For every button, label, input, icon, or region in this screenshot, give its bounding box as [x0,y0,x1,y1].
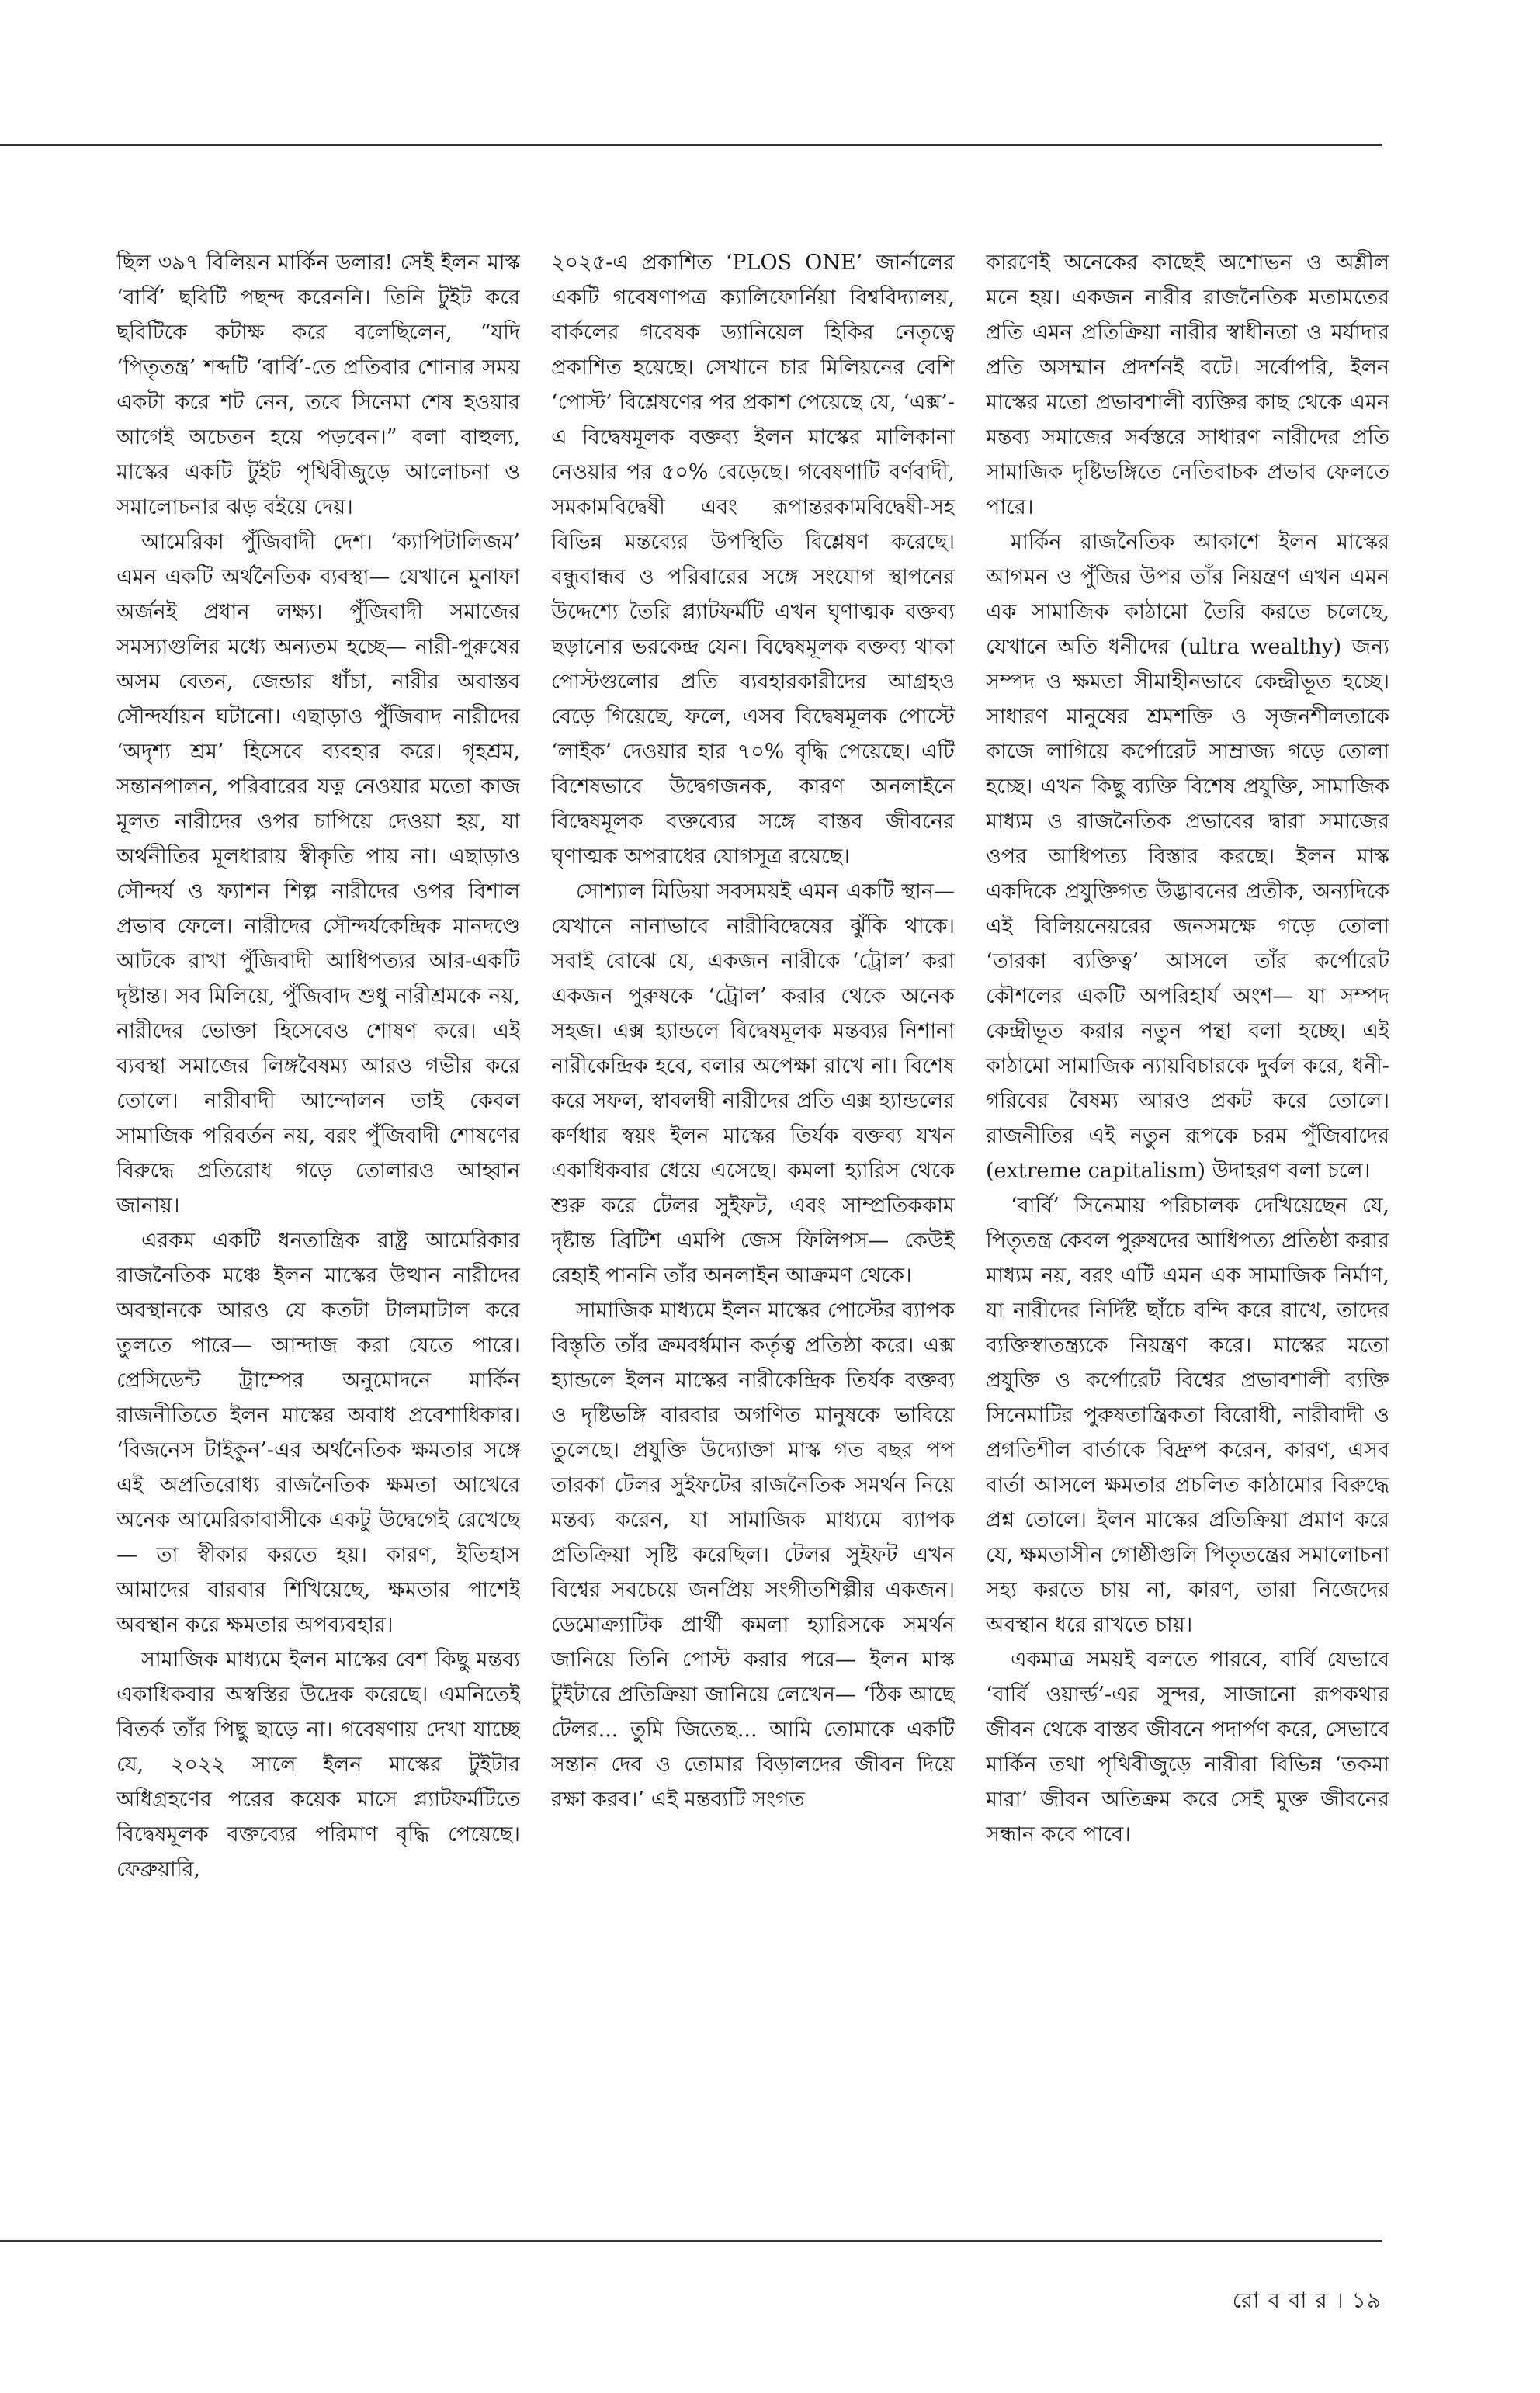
paragraph: একমাত্র সময়ই বলতে পারবে, বার্বি যেভাবে ‘বার্বি ওয়ার্ল্ড’-এর সুন্দর, সাজানো রূপকথার জীবন থেকে বাস্তব জীবনে পদার্পণ করে, সেভাবে মার্কিন তথা পৃথিবীজুড়ে নারীরা বিভিন্ন ‘তকমা মারা’ জীবন অতিক্রম করে সেই মুক্ত জীবনের সন্ধান কবে পাবে। [986,1648,1389,1847]
paragraph: আমেরিকা পুঁজিবাদী দেশ। ‘ক্যাপিটালিজম’ এমন একটি অর্থনৈতিক ব্যবস্থা— যেখানে মুনাফা অর্জনই প্রধান লক্ষ্য। পুঁজিবাদী সমাজের সমস্যাগুলির মধ্যে অন্যতম হচ্ছে— নারী-পুরুষের অসম বেতন, জেন্ডার ধাঁচা, নারীর অবাস্তব সৌন্দর্যায়ন ঘটানো। এছাড়াও পুঁজিবাদ নারীদের ‘অদৃশ্য শ্রম’ হিসেবে ব্যবহার করে। গৃহশ্রম, সন্তানপালন, পরিবারের যত্ন নেওয়ার মতো কাজ মূলত নারীদের ওপর চাপিয়ে দেওয়া হয়, যা অর্থনীতির মূলধারায় স্বীকৃতি পায় না। এছাড়াও সৌন্দর্য ও ফ্যাশন শিল্প নারীদের ওপর বিশাল প্রভাব ফেলে। নারীদের সৌন্দর্যকেন্দ্রিক মানদণ্ডে আটকে রাখা পুঁজিবাদী আধিপত্যর আর-একটি দৃষ্টান্ত। সব মিলিয়ে, পুঁজিবাদ শুধু নারীশ্রমকে নয়, নারীদের ভোক্তা হিসেবেও শোষণ করে। এই ব্যবস্থা সমাজের লিঙ্গবৈষম্য আরও গভীর করে তোলে। নারীবাদী আন্দোলন তাই কেবল সামাজিক পরিবর্তন নয়, বরং পুঁজিবাদী শোষণের বিরুদ্ধে প্রতিরোধ গড়ে তোলারও আহ্বান জানায়। [116,530,520,1218]
paragraph: সামাজিক মাধ্যমে ইলন মাস্কের পোস্টের ব্যাপক বিস্তৃতি তাঁর ক্রমবর্ধমান কর্তৃত্ব প্রতিষ্ঠা করে। এক্স হ্যান্ডলে ইলন মাস্কের নারীকেন্দ্রিক তির্যক বক্তব্য ও দৃষ্টিভঙ্গি বারবার অগণিত মানুষকে ভাবিয়ে তুলেছে। প্রযুক্তি উদ্যোক্তা মাস্ক গত বছর পপ তারকা টেলর সুইফটের রাজনৈতিক সমর্থন নিয়ে মন্তব্য করেন, যা সামাজিক মাধ্যমে ব্যাপক প্রতিক্রিয়া সৃষ্টি করেছিল। টেলর সুইফট এখন বিশ্বের সবচেয়ে জনপ্রিয় সংগীতশিল্পীর একজন। ডেমোক্র্যাটিক প্রার্থী কমলা হ্যারিসকে সমর্থন জানিয়ে তিনি পোস্ট করার পরে— ইলন মাস্ক টুইটারে প্রতিক্রিয়া জানিয়ে লেখেন— ‘ঠিক আছে টেলর... তুমি জিতেছ... আমি তোমাকে একটি সন্তান দেব ও তোমার বিড়ালদের জীবন দিয়ে রক্ষা করব।’ এই মন্তব্যটি সংগত [551,1299,955,1812]
paragraph: সোশ্যাল মিডিয়া সবসময়ই এমন একটি স্থান— যেখানে নানাভাবে নারীবিদ্বেষের ঝুঁকি থাকে। সবাই বোঝে যে, একজন নারীকে ‘ট্রোল’ করা একজন পুরুষকে ‘ট্রোল’ করার থেকে অনেক সহজ। এক্স হ্যান্ডলে বিদ্বেষমূলক মন্তব্যর নিশানা নারীকেন্দ্রিক হবে, বলার অপেক্ষা রাখে না। বিশেষ করে সফল, স্বাবলম্বী নারীদের প্রতি এক্স হ্যান্ডলের কর্ণধার স্বয়ং ইলন মাস্কের তির্যক বক্তব্য যখন একাধিকবার ধেয়ে এসেছে। কমলা হ্যারিস থেকে শুরু করে টেলর সুইফট, এবং সাম্প্রতিককাম দৃষ্টান্ত ব্রিটিশ এমপি জেস ফিলিপস— কেউই রেহাই পাননি তাঁর অনলাইন আক্রমণ থেকে। [551,879,955,1288]
column-2 [551,245,955,2209]
paragraph: এরকম একটি ধনতান্ত্রিক রাষ্ট্র আমেরিকার রাজনৈতিক মঞ্চে ইলন মাস্কের উত্থান নারীদের অবস্থানকে আরও যে কতটা টালমাটাল করে তুলতে পারে— আন্দাজ করা যেতে পারে। প্রেসিডেন্ট ট্রাম্পের অনুমোদনে মার্কিন রাজনীতিতে ইলন মাস্কের অবাধ প্রবেশাধিকার। ‘বিজনেস টাইকুন’-এর অর্থনৈতিক ক্ষমতার সঙ্গে এই অপ্রতিরোধ্য রাজনৈতিক ক্ষমতা আখেরে অনেক আমেরিকাবাসীকে একটু উদ্বেগেই রেখেছে— তা স্বীকার করতে হয়। কারণ, ইতিহাস আমাদের বারবার শিখিয়েছে, ক্ষমতার পাশেই অবস্থান করে ক্ষমতার অপব্যবহার। [116,1229,520,1637]
paragraph: ছিল ৩৯৭ বিলিয়ন মার্কিন ডলার! সেই ইলন মাস্ক ‘বার্বি’ ছবিটি পছন্দ করেননি। তিনি টুইট করে ছবিটিকে কটাক্ষ করে বলেছিলেন, “যদি ‘পিতৃতন্ত্র’ শব্দটি ‘বার্বি’-তে প্রতিবার শোনার সময় একটা করে শট নেন, তবে সিনেমা শেষ হওয়ার আগেই অচেতন হয়ে পড়বেন।” বলা বাহুল্য, মাস্কের একটি টুইট পৃথিবীজুড়ে আলোচনা ও সমালোচনার ঝড় বইয়ে দেয়। [116,251,520,519]
paragraph: ‘বার্বি’ সিনেমায় পরিচালক দেখিয়েছেন যে, পিতৃতন্ত্র কেবল পুরুষদের আধিপত্য প্রতিষ্ঠা করার মাধ্যম নয়, বরং এটি এমন এক সামাজিক নির্মাণ, যা নারীদের নির্দিষ্ট ছাঁচে বন্দি করে রাখে, তাদের ব্যক্তিস্বাতন্ত্র্যকে নিয়ন্ত্রণ করে। মাস্কের মতো প্রযুক্তি ও কর্পোরেট বিশ্বের প্রভাবশালী ব্যক্তি সিনেমাটির পুরুষতান্ত্রিকতা বিরোধী, নারীবাদী ও প্রগতিশীল বার্তাকে বিদ্রুপ করেন, কারণ, এসব বার্তা আসলে ক্ষমতার প্রচলিত কাঠামোর বিরুদ্ধে প্রশ্ন তোলে। ইলন মাস্কের প্রতিক্রিয়া প্রমাণ করে যে, ক্ষমতাসীন গোষ্ঠীগুলি পিতৃতন্ত্রের সমালোচনা সহ্য করতে চায় না, কারণ, তারা নিজেদের অবস্থান ধরে রাখতে চায়। [986,1194,1389,1637]
paragraph: সামাজিক মাধ্যমে ইলন মাস্কের বেশ কিছু মন্তব্য একাধিকবার অস্বস্তির উদ্রেক করেছে। এমনিতেই বিতর্ক তাঁর পিছু ছাড়ে না। গবেষণায় দেখা যাচ্ছে যে, ২০২২ সালে ইলন মাস্কের টুইটার অধিগ্রহণের পরের কয়েক মাসে প্ল্যাটফর্মটিতে বিদ্বেষমূলক বক্তব্যের পরিমাণ বৃদ্ধি পেয়েছে। ফেব্রুয়ারি, [116,1648,520,1881]
paragraph: ২০২৫-এ প্রকাশিত ‘PLOS ONE’ জার্নালের একটি গবেষণাপত্র ক্যালিফোর্নিয়া বিশ্ববিদ্যালয়, বার্কলের গবেষক ড্যানিয়েল হিকির নেতৃত্বে প্রকাশিত হয়েছে। সেখানে চার মিলিয়নের বেশি ‘পোস্ট’ বিশ্লেষণের পর প্রকাশ পেয়েছে যে, ‘এক্স’-এ বিদ্বেষমূলক বক্তব্য ইলন মাস্কের মালিকানা নেওয়ার পর ৫০% বেড়েছে। গবেষণাটি বর্ণবাদী, সমকামবিদ্বেষী এবং রূপান্তরকামবিদ্বেষী-সহ বিভিন্ন মন্তব্যের উপস্থিতি বিশ্লেষণ করেছে। বন্ধুবান্ধব ও পরিবারের সঙ্গে সংযোগ স্থাপনের উদ্দেশ্যে তৈরি প্ল্যাটফর্মটি এখন ঘৃণাত্মক বক্তব্য ছড়ানোর ভরকেন্দ্র যেন। বিদ্বেষমূলক বক্তব্য থাকা পোস্টগুলোর প্রতি ব্যবহারকারীদের আগ্রহও বেড়ে গিয়েছে, ফলে, এসব বিদ্বেষমূলক পোস্টে ‘লাইক’ দেওয়ার হার ৭০% বৃদ্ধি পেয়েছে। এটি বিশেষভাবে উদ্বেগজনক, কারণ অনলাইনে বিদ্বেষমূলক বক্তব্যের সঙ্গে বাস্তব জীবনের ঘৃণাত্মক অপরাধের যোগসূত্র রয়েছে। [551,251,955,869]
column-1 [116,245,520,2209]
column-3 [986,245,1389,2209]
bottom-rule [0,2240,1382,2242]
page-footer: রো ব বা র । ১৯ [1232,2287,1382,2313]
top-rule [0,144,1382,146]
paragraph: কারণেই অনেকের কাছেই অশোভন ও অশ্লীল মনে হয়। একজন নারীর রাজনৈতিক মতামতের প্রতি এমন প্রতিক্রিয়া নারীর স্বাধীনতা ও মর্যাদার প্রতি অসম্মান প্রদর্শনই বটে। সর্বোপরি, ইলন মাস্কের মতো প্রভাবশালী ব্যক্তির কাছ থেকে এমন মন্তব্য সমাজের সর্বস্তরে সাধারণ নারীদের প্রতি সামাজিক দৃষ্টিভঙ্গিতে নেতিবাচক প্রভাব ফেলতে পারে। [986,251,1389,519]
article-body [116,245,1389,2209]
paragraph: মার্কিন রাজনৈতিক আকাশে ইলন মাস্কের আগমন ও পুঁজির উপর তাঁর নিয়ন্ত্রণ এখন এমন এক সামাজিক কাঠামো তৈরি করতে চলেছে, যেখানে অতি ধনীদের (ultra wealthy) জন্য সম্পদ ও ক্ষমতা সীমাহীনভাবে কেন্দ্রীভূত হচ্ছে। সাধারণ মানুষের শ্রমশক্তি ও সৃজনশীলতাকে কাজে লাগিয়ে কর্পোরেট সাম্রাজ্য গড়ে তোলা হচ্ছে। এখন কিছু ব্যক্তি বিশেষ প্রযুক্তি, সামাজিক মাধ্যম ও রাজনৈতিক প্রভাবের দ্বারা সমাজের ওপর আধিপত্য বিস্তার করছে। ইলন মাস্ক একদিকে প্রযুক্তিগত উদ্ভাবনের প্রতীক, অন্যদিকে এই বিলিয়নেয়রের জনসমক্ষে গড়ে তোলা ‘তারকা ব্যক্তিত্ব’ আসলে তাঁর কর্পোরেট কৌশলের একটি অপরিহার্য অংশ— যা সম্পদ কেন্দ্রীভূত করার নতুন পন্থা বলা হচ্ছে। এই কাঠামো সামাজিক ন্যায়বিচারকে দুর্বল করে, ধনী-গরিবের বৈষম্য আরও প্রকট করে তোলে। রাজনীতির এই নতুন রূপকে চরম পুঁজিবাদের (extreme capitalism) উদাহরণ বলা চলে। [986,530,1389,1183]
